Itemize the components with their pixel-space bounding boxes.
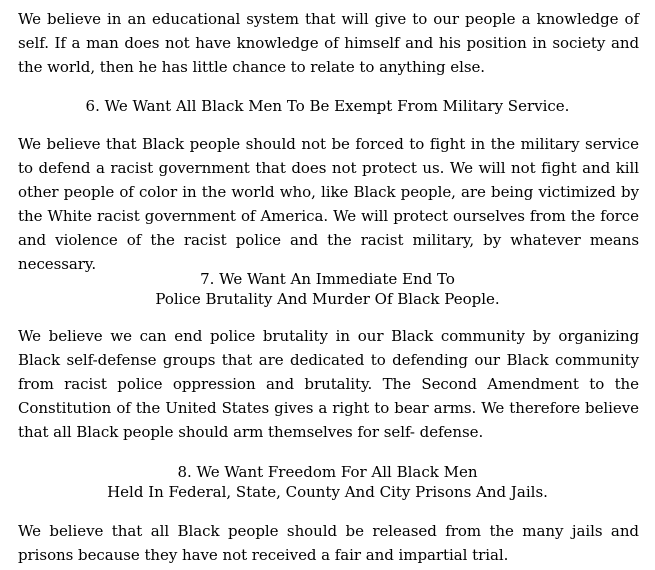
heading-point-8-line-1: 8. We Want Freedom For All Black Men — [177, 463, 478, 481]
paragraph-education: We believe in an educational system that will give to our people a knowledge of self. If a man does not have knowledge of himself and his position in society and the world, then he has little chance to relate to anything else. — [18, 10, 639, 76]
heading-point-8-line-2: Held In Federal, State, County And City Prisons And Jails. — [107, 483, 548, 501]
heading-point-7-line-2: Police Brutality And Murder Of Black People. — [155, 290, 500, 308]
paragraph-police-brutality: We believe we can end police brutality in our Black community by organizing Black self-defense groups that are dedicated to defending our Black community from racist police oppression and brutality. The Second Amendment to the Constitution of the United States gives a right to bear arms. We therefore believe that all Black people should arm themselves for self- defense. — [18, 327, 639, 441]
heading-point-6: 6. We Want All Black Men To Be Exempt From Military Service. — [85, 97, 570, 115]
heading-point-7 — [0, 269, 655, 309]
paragraph-military-service: We believe that Black people should not be forced to fight in the military service to defend a racist government that does not protect us. We will not fight and kill other people of color in the world who, like Black people, are being victimized by the White racist government of America. We will protect ourselves from the force and violence of the racist police and the racist military, by whatever means necessary. — [18, 135, 639, 273]
heading-point-7-line-1: 7. We Want An Immediate End To — [200, 270, 455, 288]
heading-point-8 — [0, 462, 655, 502]
paragraph-release-prisoners: We believe that all Black people should be released from the many jails and prisons because they have not received a fair and impartial trial. — [18, 522, 639, 564]
